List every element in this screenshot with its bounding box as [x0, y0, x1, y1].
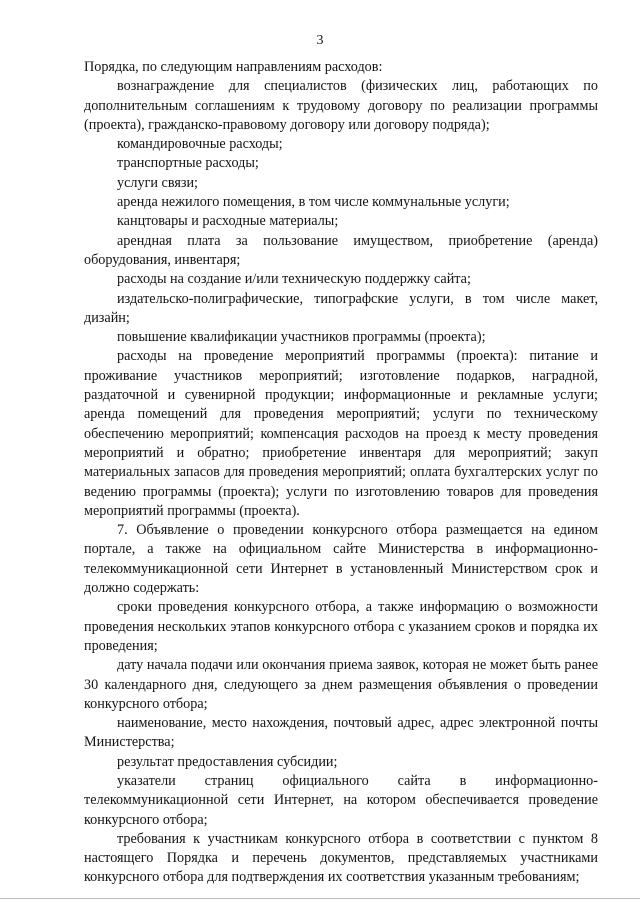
- paragraph: дату начала подачи или окончания приема заявок, которая не может быть ранее 30 календарного дня, следующего за днем размещения объявления о проведении конкурсного отбора;: [84, 657, 598, 712]
- document-body: [84, 58, 598, 888]
- paragraph: требования к участникам конкурсного отбора в соответствии с пунктом 8 настоящего Порядка и перечень документов, представляемых участниками конкурсного отбора для подтверждения их соответствия указанным требованиям;: [84, 830, 598, 886]
- paragraph: аренда нежилого помещения, в том числе коммунальные услуги;: [117, 194, 510, 211]
- paragraph: арендная плата за пользование имуществом, приобретение (аренда) оборудования, инвентаря;: [84, 232, 598, 268]
- page-number: 3: [316, 33, 324, 48]
- paragraph: повышение квалификации участников программы (проекта);: [117, 329, 486, 346]
- paragraph: канцтовары и расходные материалы;: [117, 213, 339, 230]
- paragraph: наименование, место нахождения, почтовый адрес, адрес электронной почты Министерства;: [84, 715, 598, 751]
- paragraph: транспортные расходы;: [117, 155, 259, 172]
- paragraph: сроки проведения конкурсного отбора, а также информацию о возможности проведения нескольких этапов конкурсного отбора с указанием сроков и порядка их проведения;: [84, 599, 598, 654]
- page-bottom-edge: [0, 898, 640, 899]
- paragraph: 7. Объявление о проведении конкурсного отбора размещается на едином портале, а также на официальном сайте Министерства в информационно-телекоммуникационной сети Интернет в установленный Министерством срок и должно содержать:: [84, 522, 598, 597]
- paragraph: издательско-полиграфические, типографские услуги, в том числе макет, дизайн;: [84, 290, 598, 326]
- paragraph: услуги связи;: [117, 174, 198, 191]
- paragraph: результат предоставления субсидии;: [117, 753, 338, 770]
- paragraph: расходы на создание и/или техническую поддержку сайта;: [117, 271, 471, 288]
- paragraph: вознаграждение для специалистов (физических лиц, работающих по дополнительным соглашениям к трудовому договору по реализации программы (проекта), гражданско-правовому договору или договору подряда);: [84, 78, 598, 133]
- paragraph: командировочные расходы;: [117, 136, 283, 153]
- paragraph: указатели страниц официального сайта в информационно-телекоммуникационной сети Интернет, на котором обеспечивается проведение конкурсного отбора;: [84, 772, 598, 828]
- paragraph: расходы на проведение мероприятий программы (проекта): питание и проживание участников мероприятий; изготовление подарков, наградной, раздаточной и сувенирной продукции; информационные и рекламные услуги; аренда помещений для проведения мероприятий; услуги по техническому обеспечению мероприятий; компенсация расходов на проезд к месту проведения мероприятий и обратно; приобретение инвентаря для мероприятий; закуп материальных запасов для проведения мероприятий; оплата бухгалтерских услуг по ведению программы (проекта); услуги по изготовлению товаров для проведения мероприятий программы (проекта).: [84, 348, 598, 519]
- paragraph: Порядка, по следующим направлениям расходов:: [84, 59, 383, 75]
